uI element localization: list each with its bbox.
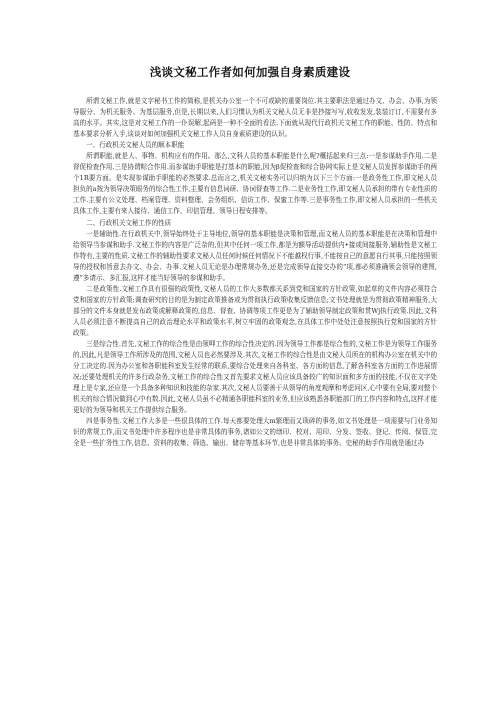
document-body: [73, 96, 437, 450]
section-heading-nature: 二、行政机关文秘工作的性质: [86, 218, 172, 227]
paragraph-intro: 所谓文秘工作,就是文字秘书工作的简称,是机关办公室一个不可或缺的重要岗位.其主要职法是通过办文、办会、办事,为领导服分、为机关服务、为基层服务,但是,长期以来,人们习惯认为机关文秘人员无非是抄接写写,收收发发,装装订订,不需要有多高的水平。其实,这是对文秘工作的一仆误解,起码是一种不全面的看法.下面就从现代行政机关文秘工作的职能、性防、特点和基本要求分析入手,谈谈对如何加强机关文秘工作人员自身素质建设的认识。: [73, 97, 437, 139]
document-title: 浅谈文秘工作者如何加强自身素质建设: [149, 65, 351, 79]
section-heading-functions: 一、行政机关文秘人员的顺本职能: [86, 141, 185, 150]
paragraph-policy: 二是政策性.文秘工作具有很强的政策性,文秘人员的工作大多数都关系到党和国家的方针政策,如起草的文件内容必须符合党和国家的方针政策;调查研究的目的是为制定政策推备或为贯彻执行政策收集反馈信息;文书处理就是为贯彻政策精神服务,大部分的文件本身就是发布政策或解释政策的,信息、督查、协调等项工作更是为了辅助领导制定政策和贯Wj执行政策.因此,文科人员必须注意不断提高自己的政治理论水平和政策水平,树立牢固的政策观念,在具体工作中处处注意按照执行党和国家的方针政策。: [73, 284, 437, 337]
paragraph-auxiliary: 一是辅助性.在行政机关中,领导始终处于主导地位,领导的基本职能是决策和管理,而文秘人员的基本职能是在决策和管理中给领导当参谋和助手.文秘工作的内容是广泛杂的,但其中任何一项工作,都是为额导活动提供内•接或间接服务,辅助性是文秘工作特有,主要的性质.文秘工作的辅助性要求文秘人员任何时候任何情况下不能越权行事,不能按自己的意愿自行其事,只能按照领导的授权和旨意去办文、办会、办事.文秘人员无论是办理常规办务,还是完成领导直接交办的“项,都必须准确领会领导的建图,遵”多请示、多汇报,这样才能当好领导的参谋和助手。: [73, 229, 437, 282]
paragraph-comprehensive: 三是综合性.首先,文秘工作的综合性是由领呷工作的综合性决定的.因为领导工作都是综合性的,文秘工作是为领导工作服务的,因此,凡是领导工作所涉及的范围,文秘人员也必然要涉及.其次,文秘工作的综合性是由文秘人员所在的机构办公室在机关中的分工决定的.因为办公室和各职能科室发生经常的联系,要综合处理来自各科室、各方面的信息,了解各科室各方面的工作进展情况;还要处理机关的许多行政杂务,文秘工作的综合性又首先要求文秘人员应该具备较广的知识面和多方面的技能,不仅在文字处理上是专家,还应是一个具备多种知识和技能的杂家.其次,文秘人员要善于从领导的角度观摩和考虑问区,心中要有全局,要对整个机关的综合情况做到心中有数.因此,文秘人员虽不必精通各职能科室的业务,但应该熟悉各职能部门的工作内容和特点,这样才能更好的为领导和机关工作提供综合服务。: [73, 340, 437, 415]
paragraph-routine: 四是事务性.文秘工作大多是一些很具体的工作.每天都要处理大m繁理而又琐碎的事务,如文书处理是一项需要与门业务知识的常规工作,而文书处理中许多程序也是非常具体的事务,诸如公文的缮印、校对、用印、分发、签收、登记、传阅、保管,完全是一些扩务性工作,信息、资料的收集、筛选、输出、储存等基本环节,也是非常具体的事务。史秘的助手作用就是通过办: [73, 417, 437, 448]
paragraph-functions: 所谓职能,就是人、事物、机构应有的作用。那么,文科人员的基本职能是什么呢?概括起来归三点:一是参谋助手作用.二是督促检查作用.三是协谓粽合作用.而参谋助手职能是打基本的职能,因为β促检查和综合协网实际上是文秘人员发挥参谋助手的两个1R要方面。是实现参谋助手职能的必然要求.总而言之,机关文秘实务可以归纳为以下三个方面:一是政务性工作,即文秘人员担负的a按为领导决策眼务的综合性工作,主要有信息词研、协词督查等工作.二是业务性工作,即文秘人员承担的带有专业性质的工作.主要有公文处理、档案管理、资料整理、会务组织、信访工作、保蜜工作等.三是事务性工作,即文秘人员承担的一些机关具体工作,主要有来人接待、通信工作、印信管理、领导日程安排等。: [73, 152, 437, 216]
